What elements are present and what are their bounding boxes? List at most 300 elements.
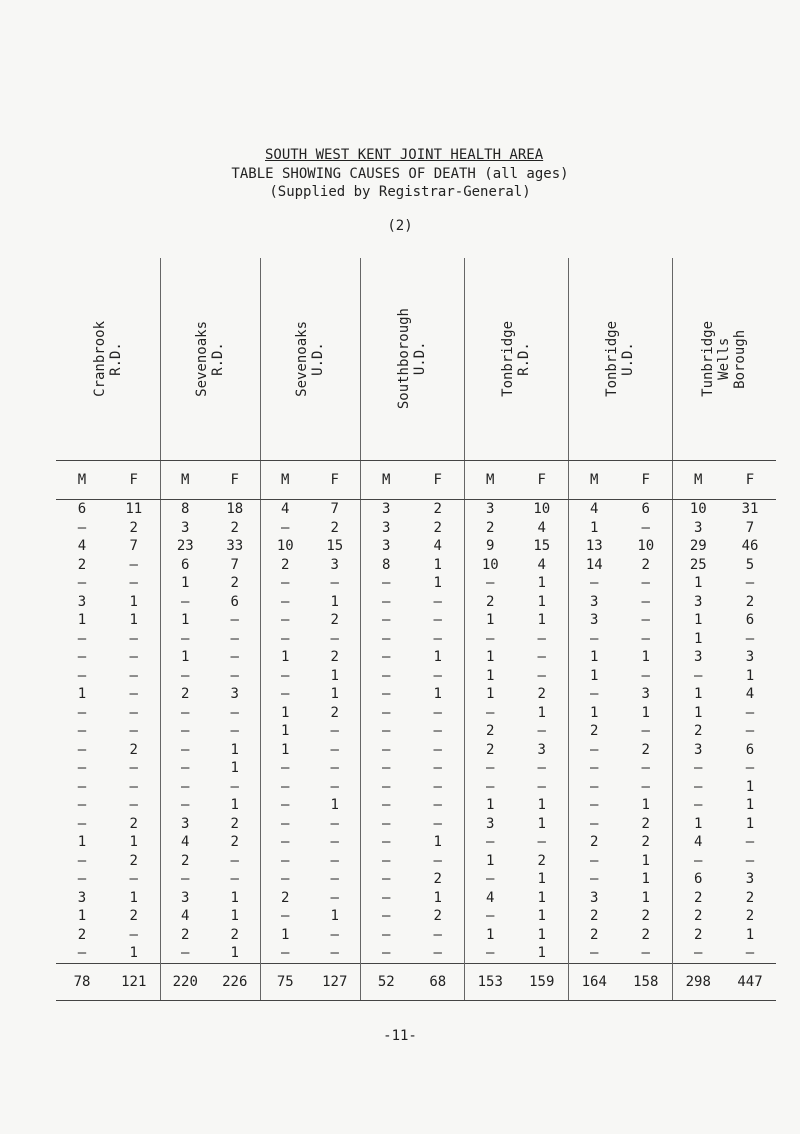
table-cell: 6 (77, 501, 87, 518)
table-cell: 1 (230, 945, 239, 962)
table-cell: – (464, 778, 516, 797)
table-cell: – (160, 630, 210, 649)
table-cell: – (537, 630, 546, 647)
table-row (56, 907, 776, 926)
table-cell: – (433, 741, 442, 758)
table-cell: – (330, 852, 339, 869)
table-cell: – (230, 778, 239, 795)
table-cell: – (641, 612, 650, 629)
table-cell: 1 (260, 926, 310, 945)
table-cell: – (360, 796, 412, 815)
table-cell: 1 (330, 908, 339, 925)
table-cell: 2 (745, 593, 755, 610)
district-name: Southborough U.D. (396, 308, 428, 410)
table-cell: 1 (77, 908, 87, 925)
table-cell: 1 (568, 648, 620, 667)
table-cell: 2 (129, 852, 138, 869)
table-row (56, 870, 776, 889)
table-cell: 10 (672, 500, 724, 519)
table-cell: 1 (745, 926, 755, 943)
table-cell: – (260, 907, 310, 926)
table-cell: 1 (433, 575, 442, 592)
table-cell: 2 (641, 556, 650, 573)
district-header (56, 258, 160, 461)
table-row (56, 500, 776, 519)
table-cell: – (260, 944, 310, 963)
table-cell: – (464, 574, 516, 593)
table-cell: 1 (433, 649, 442, 666)
table-cell: – (464, 704, 516, 723)
total-cell: 153 (464, 963, 516, 1000)
table-cell: 1 (568, 667, 620, 686)
table-cell: 10 (260, 537, 310, 556)
table-cell: 6 (745, 612, 755, 629)
sex-label-male: M (568, 461, 620, 500)
table-cell: 2 (77, 556, 87, 573)
table-cell: – (433, 723, 442, 740)
table-cell: – (260, 519, 310, 538)
table-cell: 6 (160, 556, 210, 575)
table-cell: 2 (260, 556, 310, 575)
table-cell: – (464, 944, 516, 963)
table-cell: – (77, 704, 87, 721)
table-cell: – (672, 759, 724, 778)
table-cell: – (129, 556, 138, 573)
table-cell: – (641, 630, 650, 647)
table-cell: – (160, 759, 210, 778)
sex-label-male: M (360, 461, 412, 500)
table-row (56, 685, 776, 704)
district-header (360, 258, 464, 461)
district-name: Cranbrook R.D. (91, 321, 124, 397)
total-cell: 78 (56, 963, 108, 1000)
table-cell: – (641, 945, 650, 962)
table-cell: 1 (77, 612, 87, 629)
table-cell: – (330, 575, 339, 592)
table-cell: 2 (641, 926, 650, 943)
table-cell: 2 (330, 704, 339, 721)
table-cell: – (464, 759, 516, 778)
table-cell: 3 (160, 889, 210, 908)
table-cell: – (260, 667, 310, 686)
table-cell: 1 (537, 704, 546, 721)
table-cell: – (433, 704, 442, 721)
table-cell: – (330, 741, 339, 758)
table-cell: – (129, 667, 138, 684)
table-cell: – (568, 944, 620, 963)
table-cell: – (260, 778, 310, 797)
causes-of-death-table (56, 258, 776, 1001)
table-cell: – (230, 704, 239, 721)
table-cell: 2 (745, 889, 755, 906)
table-cell: 2 (433, 908, 442, 925)
table-cell: 4 (568, 500, 620, 519)
table-cell: 2 (568, 926, 620, 945)
table-row (56, 704, 776, 723)
table-cell: 7 (129, 538, 138, 555)
table-cell: – (330, 834, 339, 851)
table-cell: – (129, 760, 138, 777)
table-cell: 11 (125, 501, 143, 518)
table-cell: 1 (672, 685, 724, 704)
table-cell: 8 (160, 500, 210, 519)
table-cell: 29 (672, 537, 724, 556)
table-cell: – (464, 907, 516, 926)
table-cell: – (745, 834, 755, 851)
table-cell: – (745, 945, 755, 962)
table-cell: – (433, 797, 442, 814)
table-cell: 1 (641, 852, 650, 869)
table-cell: 10 (637, 538, 655, 555)
table-cell: – (360, 648, 412, 667)
table-cell: 1 (260, 704, 310, 723)
table-cell: 1 (330, 686, 339, 703)
table-row (56, 574, 776, 593)
table-cell: – (745, 760, 755, 777)
table-cell: 1 (568, 704, 620, 723)
table-cell: – (160, 741, 210, 760)
table-cell: – (537, 649, 546, 666)
table-cell: 2 (230, 926, 239, 943)
table-cell: 2 (568, 722, 620, 741)
table-cell: – (433, 760, 442, 777)
total-cell: 52 (360, 963, 412, 1000)
table-cell: 1 (433, 889, 442, 906)
district-header (568, 258, 672, 461)
table-cell: 1 (537, 797, 546, 814)
table-cell: 2 (160, 685, 210, 704)
table-cell: – (160, 593, 210, 612)
sex-label-male: M (672, 461, 724, 500)
total-cell: 226 (210, 963, 260, 1000)
table-cell: – (330, 778, 339, 795)
district-name: Sevenoaks R.D. (194, 321, 226, 397)
district-name: Sevenoaks U.D. (294, 321, 326, 397)
table-cell: 4 (160, 907, 210, 926)
table-cell: 2 (672, 907, 724, 926)
table-cell: – (330, 723, 339, 740)
table-cell: 1 (464, 667, 516, 686)
table-row (56, 759, 776, 778)
table-cell: – (360, 944, 412, 963)
table-cell: – (260, 870, 310, 889)
sex-label-female: F (724, 461, 776, 500)
table-cell: 31 (741, 501, 759, 518)
sex-label-male: M (260, 461, 310, 500)
sex-label-female: F (108, 461, 160, 500)
table-cell: 1 (160, 574, 210, 593)
table-cell: 1 (537, 889, 546, 906)
table-cell: – (330, 815, 339, 832)
table-cell: – (77, 575, 87, 592)
district-header-row (56, 258, 776, 461)
table-cell: – (360, 704, 412, 723)
table-cell: 1 (745, 797, 755, 814)
table-row (56, 722, 776, 741)
table-cell: – (433, 612, 442, 629)
table-cell: 1 (745, 815, 755, 832)
table-cell: 3 (360, 519, 412, 538)
table-cell: – (260, 685, 310, 704)
sex-label-female: F (516, 461, 568, 500)
table-cell: – (230, 630, 239, 647)
table-cell: 2 (464, 593, 516, 612)
table-cell: – (745, 723, 755, 740)
table-cell: 6 (230, 593, 239, 610)
table-cell: – (672, 778, 724, 797)
table-cell: 4 (433, 538, 442, 555)
sex-label-female: F (210, 461, 260, 500)
table-cell: – (77, 519, 87, 536)
table-cell: 2 (129, 908, 138, 925)
table-cell: 1 (537, 871, 546, 888)
table-cell: 3 (464, 500, 516, 519)
district-name: Tunbridge Wells Borough (700, 321, 749, 397)
table-cell: 2 (672, 722, 724, 741)
table-cell: 1 (641, 871, 650, 888)
table-cell: 4 (160, 833, 210, 852)
table-cell: 9 (464, 537, 516, 556)
table-cell: 3 (77, 889, 87, 906)
table-cell: 33 (226, 538, 244, 555)
table-cell: – (641, 519, 650, 536)
table-row (56, 944, 776, 963)
table-cell: – (160, 722, 210, 741)
table-cell: 2 (230, 834, 239, 851)
table-cell: 1 (230, 908, 239, 925)
table-cell: – (230, 871, 239, 888)
total-cell: 158 (620, 963, 672, 1000)
table-cell: – (77, 630, 87, 647)
table-cell: 1 (464, 926, 516, 945)
sex-header-row (56, 461, 776, 500)
table-cell: – (330, 760, 339, 777)
table-cell: – (77, 649, 87, 666)
table-cell: 4 (464, 889, 516, 908)
table-cell: – (641, 760, 650, 777)
table-cell: – (77, 815, 87, 832)
table-cell: – (672, 852, 724, 871)
table-cell: – (537, 778, 546, 795)
table-cell: 4 (672, 833, 724, 852)
table-cell: 3 (672, 648, 724, 667)
table-cell: – (568, 759, 620, 778)
table-subtitle: TABLE SHOWING CAUSES OF DEATH (all ages) (231, 166, 569, 182)
table-cell: 3 (568, 593, 620, 612)
table-cell: 2 (230, 575, 239, 592)
table-cell: 15 (326, 538, 344, 555)
table-cell: – (230, 667, 239, 684)
table-cell: – (568, 685, 620, 704)
sex-label-female: F (620, 461, 672, 500)
district-header (160, 258, 260, 461)
table-cell: 3 (568, 611, 620, 630)
table-cell: – (360, 630, 412, 649)
table-cell: – (360, 778, 412, 797)
table-cell: 14 (568, 556, 620, 575)
sex-label-female: F (310, 461, 360, 500)
table-cell: 3 (330, 556, 339, 573)
table-cell: – (568, 778, 620, 797)
table-cell: – (330, 889, 339, 906)
table-cell: – (129, 797, 138, 814)
table-cell: 2 (537, 852, 546, 869)
table-cell: 2 (672, 926, 724, 945)
total-cell: 68 (412, 963, 464, 1000)
table-cell: – (464, 870, 516, 889)
table-cell: – (260, 852, 310, 871)
page-code: (2) (387, 218, 413, 234)
table-cell: – (641, 667, 650, 684)
table-cell: 3 (230, 686, 239, 703)
table-cell: – (568, 741, 620, 760)
table-cell: – (433, 593, 442, 610)
table-cell: 15 (533, 538, 551, 555)
table-cell: – (129, 778, 138, 795)
table-cell: – (360, 759, 412, 778)
table-row (56, 611, 776, 630)
table-cell: 6 (745, 741, 755, 758)
table-cell: 2 (77, 926, 87, 943)
table-cell: 2 (464, 519, 516, 538)
district-header (464, 258, 568, 461)
table-cell: 7 (330, 501, 339, 518)
table-cell: 1 (433, 556, 442, 573)
table-row (56, 537, 776, 556)
table-cell: 1 (77, 686, 87, 703)
table-row (56, 778, 776, 797)
table-cell: – (230, 649, 239, 666)
table-cell: – (672, 667, 724, 686)
table-cell: – (129, 723, 138, 740)
table-cell: 2 (230, 815, 239, 832)
total-cell: 75 (260, 963, 310, 1000)
table-cell: 3 (672, 519, 724, 538)
table-cell: – (745, 852, 755, 869)
table-cell: 1 (160, 611, 210, 630)
table-cell: 2 (568, 907, 620, 926)
table-row (56, 648, 776, 667)
table-cell: – (641, 575, 650, 592)
table-cell: 1 (464, 611, 516, 630)
table-cell: 46 (741, 538, 759, 555)
table-cell: 13 (568, 537, 620, 556)
table-row (56, 852, 776, 871)
table-cell: 1 (330, 797, 339, 814)
source-note: (Supplied by Registrar-General) (269, 184, 531, 200)
table-cell: – (330, 945, 339, 962)
table-cell: – (260, 611, 310, 630)
table-cell: – (230, 723, 239, 740)
table-cell: 1 (672, 611, 724, 630)
table-cell: 1 (129, 945, 138, 962)
table-cell: – (360, 667, 412, 686)
table-cell: 2 (160, 926, 210, 945)
table-cell: 3 (77, 593, 87, 610)
table-cell: – (745, 630, 755, 647)
table-cell: – (672, 944, 724, 963)
table-cell: – (433, 945, 442, 962)
table-cell: – (77, 778, 87, 795)
total-cell: 220 (160, 963, 210, 1000)
table-cell: – (537, 760, 546, 777)
district-name: Tonbridge U.D. (604, 321, 636, 397)
table-cell: – (129, 649, 138, 666)
table-cell: – (360, 889, 412, 908)
table-cell: – (672, 796, 724, 815)
table-cell: 3 (568, 889, 620, 908)
table-cell: – (260, 815, 310, 834)
table-cell: 5 (745, 556, 755, 573)
district-name: Tonbridge R.D. (500, 321, 532, 397)
table-cell: 7 (230, 556, 239, 573)
table-cell: 1 (330, 593, 339, 610)
table-cell: – (230, 852, 239, 869)
table-cell: – (260, 630, 310, 649)
table-cell: 4 (537, 556, 546, 573)
table-cell: – (160, 796, 210, 815)
table-cell: 1 (537, 945, 546, 962)
table-cell: – (433, 630, 442, 647)
table-row (56, 741, 776, 760)
table-cell: – (745, 575, 755, 592)
table-cell: – (568, 796, 620, 815)
table-cell: – (77, 797, 87, 814)
table-cell: 1 (641, 889, 650, 906)
table-cell: 1 (641, 797, 650, 814)
table-cell: – (230, 612, 239, 629)
table-cell: 2 (568, 833, 620, 852)
table-cell: – (129, 871, 138, 888)
table-cell: 3 (537, 741, 546, 758)
table-cell: 1 (433, 834, 442, 851)
table-cell: 2 (433, 501, 442, 518)
table-cell: – (360, 685, 412, 704)
table-cell: – (330, 630, 339, 647)
table-cell: 4 (260, 500, 310, 519)
table-row (56, 889, 776, 908)
table-cell: – (77, 667, 87, 684)
table-cell: – (77, 760, 87, 777)
table-cell: 1 (260, 648, 310, 667)
sex-label-female: F (412, 461, 464, 500)
table-cell: 3 (672, 593, 724, 612)
table-cell: – (433, 852, 442, 869)
table-cell: 1 (129, 612, 138, 629)
table-cell: 2 (230, 519, 239, 536)
table-cell: – (433, 667, 442, 684)
table-cell: 4 (745, 686, 755, 703)
table-cell: 3 (672, 741, 724, 760)
table-cell: – (537, 834, 546, 851)
table-cell: – (641, 593, 650, 610)
table-row (56, 556, 776, 575)
table-cell: – (129, 704, 138, 721)
table-cell: 1 (672, 630, 724, 649)
table-cell: – (260, 796, 310, 815)
table-cell: – (160, 667, 210, 686)
table-cell: 7 (745, 519, 755, 536)
table-cell: 2 (129, 519, 138, 536)
table-cell: 10 (464, 556, 516, 575)
table-cell: 3 (464, 815, 516, 834)
table-cell: 1 (433, 686, 442, 703)
table-row (56, 833, 776, 852)
table-cell: – (360, 611, 412, 630)
table-cell: – (77, 741, 87, 758)
table-cell: – (745, 704, 755, 721)
table-cell: 3 (641, 686, 650, 703)
